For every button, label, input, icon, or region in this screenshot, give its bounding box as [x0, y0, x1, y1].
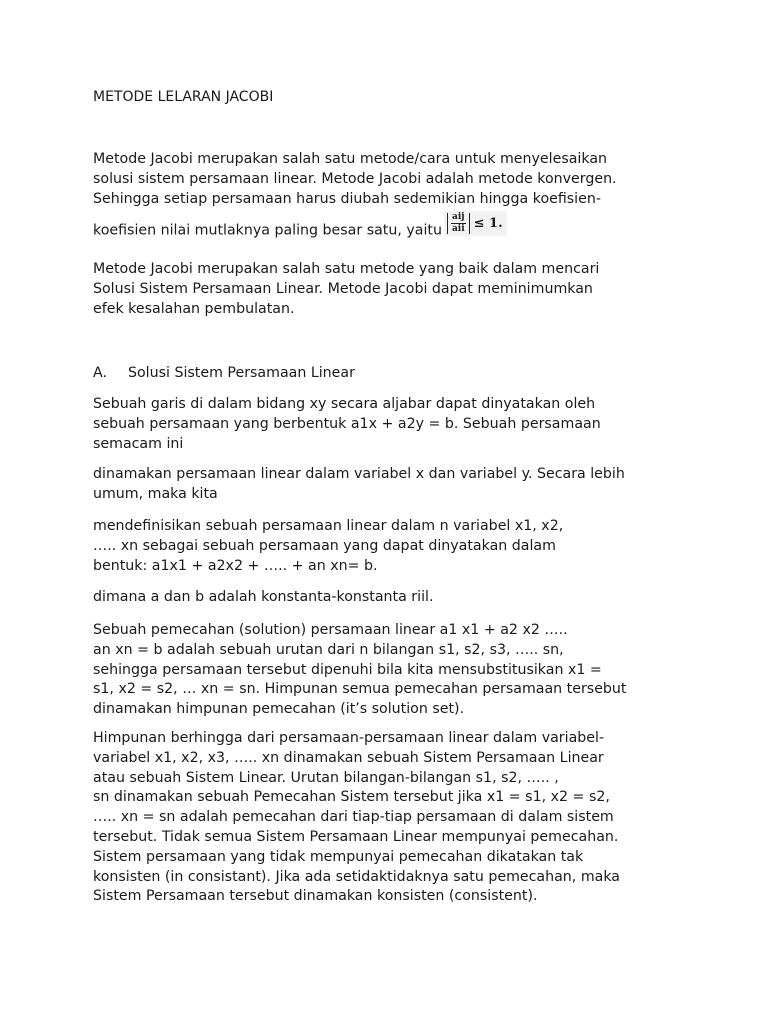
- paragraph-line: mendefinisikan sebuah persamaan linear dalam n variabel x1, x2,: [93, 518, 564, 534]
- paragraph-dinamakan: [93, 465, 625, 505]
- paragraph-konstanta: [93, 588, 433, 608]
- paragraph-line: semacam ini: [93, 435, 184, 452]
- paragraph-line: bentuk: a1x1 + a2x2 + ….. + an xn= b.: [93, 557, 378, 574]
- paragraph-pemecahan: [93, 621, 627, 720]
- paragraph-line: Metode Jacobi merupakan salah satu metode yang baik dalam mencari: [93, 261, 600, 277]
- fraction: [451, 213, 466, 234]
- paragraph-line: sebuah persamaan yang berbentuk a1x + a2y = b. Sebuah persamaan: [93, 415, 601, 432]
- paragraph-line: s1, x2 = s2, … xn = sn. Himpunan semua pemecahan persamaan tersebut: [93, 681, 627, 698]
- paragraph-line: konsisten (in consistant). Jika ada setidaktidaknya satu pemecahan, maka: [93, 868, 620, 885]
- intro-line: Metode Jacobi merupakan salah satu metode/cara untuk menyelesaikan: [93, 151, 607, 167]
- paragraph-line: dimana a dan b adalah konstanta-konstanta riil.: [93, 589, 434, 605]
- intro-line: Sehingga setiap persamaan harus diubah sedemikian hingga koefisien-: [93, 190, 601, 207]
- paragraph-line: tersebut. Tidak semua Sistem Persamaan Linear mempunyai pemecahan.: [93, 828, 619, 845]
- paragraph-line: variabel x1, x2, x3, ….. xn dinamakan sebuah Sistem Persamaan Linear: [93, 749, 604, 766]
- paragraph-line: an xn = b adalah sebuah urutan dari n bilangan s1, s2, s3, ….. sn,: [93, 641, 564, 658]
- absolute-value: [447, 213, 470, 234]
- paragraph-line: Himpunan berhingga dari persamaan-persamaan linear dalam variabel-: [93, 730, 605, 746]
- paragraph-line: Sebuah garis di dalam bidang xy secara aljabar dapat dinyatakan oleh: [93, 396, 596, 412]
- paragraph-himpunan: [93, 729, 620, 907]
- paragraph-line: dinamakan himpunan pemecahan (it’s solution set).: [93, 701, 465, 718]
- paragraph-line: sn dinamakan sebuah Pemecahan Sistem tersebut jika x1 = s1, x2 = s2,: [93, 789, 610, 806]
- jacobi-condition-formula: [444, 211, 507, 236]
- paragraph-line: Sebuah pemecahan (solution) persamaan linear a1 x1 + a2 x2 …..: [93, 622, 568, 638]
- intro-line: solusi sistem persamaan linear. Metode Jacobi adalah metode konvergen.: [93, 170, 617, 187]
- intro-line: koefisien nilai mutlaknya paling besar satu, yaitu: [93, 222, 442, 239]
- paragraph-line: sehingga persamaan tersebut dipenuhi bila kita mensubstitusikan x1 =: [93, 661, 602, 678]
- paragraph-line: efek kesalahan pembulatan.: [93, 300, 295, 317]
- intro-line-with-formula: [93, 212, 617, 243]
- paragraph-line: dinamakan persamaan linear dalam variabel x dan variabel y. Secara lebih: [93, 466, 625, 482]
- paragraph-jacobi-advantages: [93, 260, 599, 319]
- section-title: Solusi Sistem Persamaan Linear: [128, 365, 355, 381]
- paragraph-line: Solusi Sistem Persamaan Linear. Metode Jacobi dapat meminimumkan: [93, 280, 593, 297]
- section-heading-a: [93, 363, 355, 383]
- paragraph-line: ….. xn = sn adalah pemecahan dari tiap-tiap persamaan di dalam sistem: [93, 809, 614, 826]
- paragraph-line: Sistem persamaan yang tidak mempunyai pemecahan dikatakan tak: [93, 848, 584, 865]
- formula-inequality: ≤ 1.: [473, 216, 503, 232]
- fraction-denominator: aii: [451, 224, 465, 235]
- section-marker: A.: [93, 365, 107, 381]
- paragraph-line: ….. xn sebagai sebuah persamaan yang dapat dinyatakan dalam: [93, 537, 556, 554]
- document-title: METODE LELARAN JACOBI: [93, 89, 274, 105]
- paragraph-line: atau sebuah Sistem Linear. Urutan bilangan-bilangan s1, s2, ….. ,: [93, 769, 559, 786]
- fraction-numerator: aij: [452, 212, 465, 223]
- paragraph-line: umum, maka kita: [93, 485, 218, 502]
- paragraph-line: Sistem Persamaan tersebut dinamakan konsisten (consistent).: [93, 888, 538, 905]
- paragraph-garis: [93, 395, 601, 454]
- paragraph-definisi: [93, 517, 563, 576]
- intro-paragraph: [93, 150, 617, 243]
